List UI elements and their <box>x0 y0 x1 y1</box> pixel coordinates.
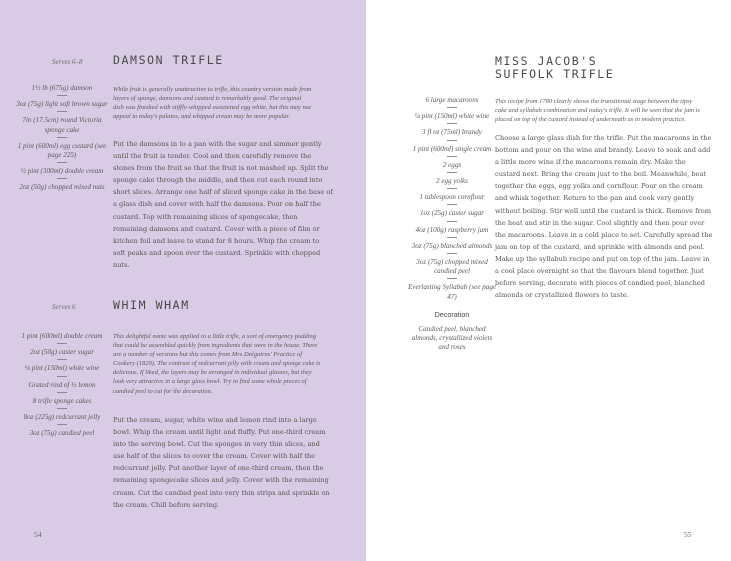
recipe-intro: This delightful name was applied to a little trifle, a sort of emergency pudding that could be assembled quickly from ingredients that were in the house. There are a number of versions but this comes from Mrs Dalgairns' Practice of Cookery (1829). The contrast of redcurrant jelly with cream and sponge cake is delicious. If liked, the layers may be arranged in individual glasses, but they look very attractive in a large glass bowl. Try to find some whole pieces of candied peel to cut for the decoration. <box>113 333 321 395</box>
ingredient-item: Everlasting Syllabub (see page 47) <box>407 283 497 301</box>
serves-label: Serves 6–8 <box>52 58 83 66</box>
recipe-intro: While fruit is generally unattractive to trifle, this country version made from layers of sponge, damsons and custard is remarkably good. The original dish was finished with stiffly-whipped sweetened egg white, but this may not appeal to today's palates, and whipped cream may be more popular. <box>113 86 312 121</box>
ingredient-item: 1 tablespoon cornflour <box>406 193 498 205</box>
ingredient-item: 3oz (75g) candied peel <box>29 429 95 438</box>
ingredient-item: 6 large macaroons <box>406 96 498 108</box>
ingredient-item: Grated rind of ½ lemon <box>16 381 108 393</box>
ingredient-item: 3oz (75g) chopped mixed candied peel <box>406 258 498 279</box>
ingredient-item: 3 fl oz (75ml) brandy <box>406 128 498 140</box>
recipe-title-line: SUFFOLK TRIFLE <box>495 67 615 81</box>
page-number: 54 <box>34 530 42 539</box>
ingredient-item: 7in (17.5cm) round Victoria sponge cake <box>16 116 108 137</box>
ingredient-list <box>406 96 498 357</box>
recipe-intro: This recipe from 1780 clearly shows the transitional stage between the tipsy cake and syllabub combination and today's trifle. It will be seen that the jam is placed on top of the custard instead of underneath as in modern practice. <box>495 98 700 124</box>
recipe-title: WHIM WHAM <box>113 298 190 312</box>
decoration-text: Candied peel, blanched almonds, crystallized violets and roses <box>411 325 493 352</box>
ingredient-item: 8oz (225g) redcurrant jelly <box>16 413 108 425</box>
ingredient-item: 8 trifle sponge cakes <box>16 397 108 409</box>
recipe-method: Choose a large glass dish for the trifle. Put the macaroons in the bottom and pour on the wine and brandy. Leave to soak and add a little more wine if the macaroons remain dry. Make the custard next. Bring the cream just to the boil. Meanwhile, beat together the eggs, egg yolks and cornflour. Pour on the cream and whisk together. Return to the pan and cook very gently without boiling. Stir well until the custard is thick. Remove from the heat and stir in the sugar. Cool slightly and then pour over the macaroons. Leave in a cold place to set. Carefully spread the jam on top of the custard, and sprinkle with almonds and peel. Make up the syllabub recipe and put on top of the jam. Leave in a cool place overnight so that the flavours blend together. Just before serving, decorate with pieces of candied peel, blanched almonds or crystallized flowers to taste. <box>495 134 713 300</box>
ingredient-list <box>16 84 108 197</box>
ingredient-item: 1oz (25g) caster sugar <box>406 209 498 221</box>
ingredient-item: 2 eggs <box>406 161 498 173</box>
ingredient-item: 3oz (75g) light soft brown sugar <box>16 100 108 112</box>
ingredient-item: 1½ lb (675g) damson <box>16 84 108 96</box>
recipe-title: DAMSON TRIFLE <box>113 53 224 67</box>
ingredient-item: 4oz (100g) raspberry jam <box>406 226 498 238</box>
ingredient-item: ¼ pint (150ml) white wine <box>16 364 108 376</box>
ingredient-item: ¼ pint (150ml) white wine <box>406 112 498 124</box>
recipe-method: Put the damsons in to a pan with the sugar and simmer gently until the fruit is tender. Cool and then carefully remove the stones from the fruit so that the fruit is not mashed up. Split the sponge cake through the middle, and then cut each round into short slices. Arrange one half of sliced sponge cake in the base of a glass dish and cover with half the damsons. Pour on half the custard. Top with remaining slices of spongecake, then remaining damsons and custard. Cover with a piece of film or kitchen foil and leave to stand for 8 hours. Whip the cream to soft peaks and spoon over the custard. Sprinkle with chopped nuts. <box>113 140 333 269</box>
ingredient-item: ½ pint (300ml) double cream <box>16 167 108 179</box>
ingredient-item: 1 pint (600ml) egg custard (see page 225) <box>16 142 108 163</box>
serves-label: Serves 6 <box>52 303 76 311</box>
recipe-title <box>495 55 614 81</box>
ingredient-item: 1 pint (600ml) double cream <box>16 332 108 344</box>
recipe-method: Put the cream, sugar, white wine and lemon rind into a large bowl. Whip the cream until light and fluffy. Put one-third cream into the serving bowl. Cut the sponges in very thin slices, and use half of the slices to cover the cream. Cover with half the redcurrant jelly. Put another layer of one-third cream, then the remaining spongecake slices and jelly. Cover with the remaining cream. Cut the candied peel into very thin strips and sprinkle on the cream. Chill before serving. <box>113 416 330 509</box>
ingredient-item: 2oz (50g) chopped mixed nuts <box>19 183 105 192</box>
ingredient-item: 2oz (50g) caster sugar <box>16 348 108 360</box>
decoration-heading: Decoration <box>434 309 470 319</box>
recipe-title-line: MISS JACOB'S <box>495 54 598 68</box>
ingredient-list <box>16 332 108 442</box>
right-page <box>366 0 731 561</box>
ingredient-item: 1 pint (600ml) single cream <box>406 145 498 157</box>
ingredient-item: 2 egg yolks <box>406 177 498 189</box>
ingredient-item: 3oz (75g) blanched almonds <box>406 242 498 254</box>
page-number: 55 <box>684 530 692 539</box>
